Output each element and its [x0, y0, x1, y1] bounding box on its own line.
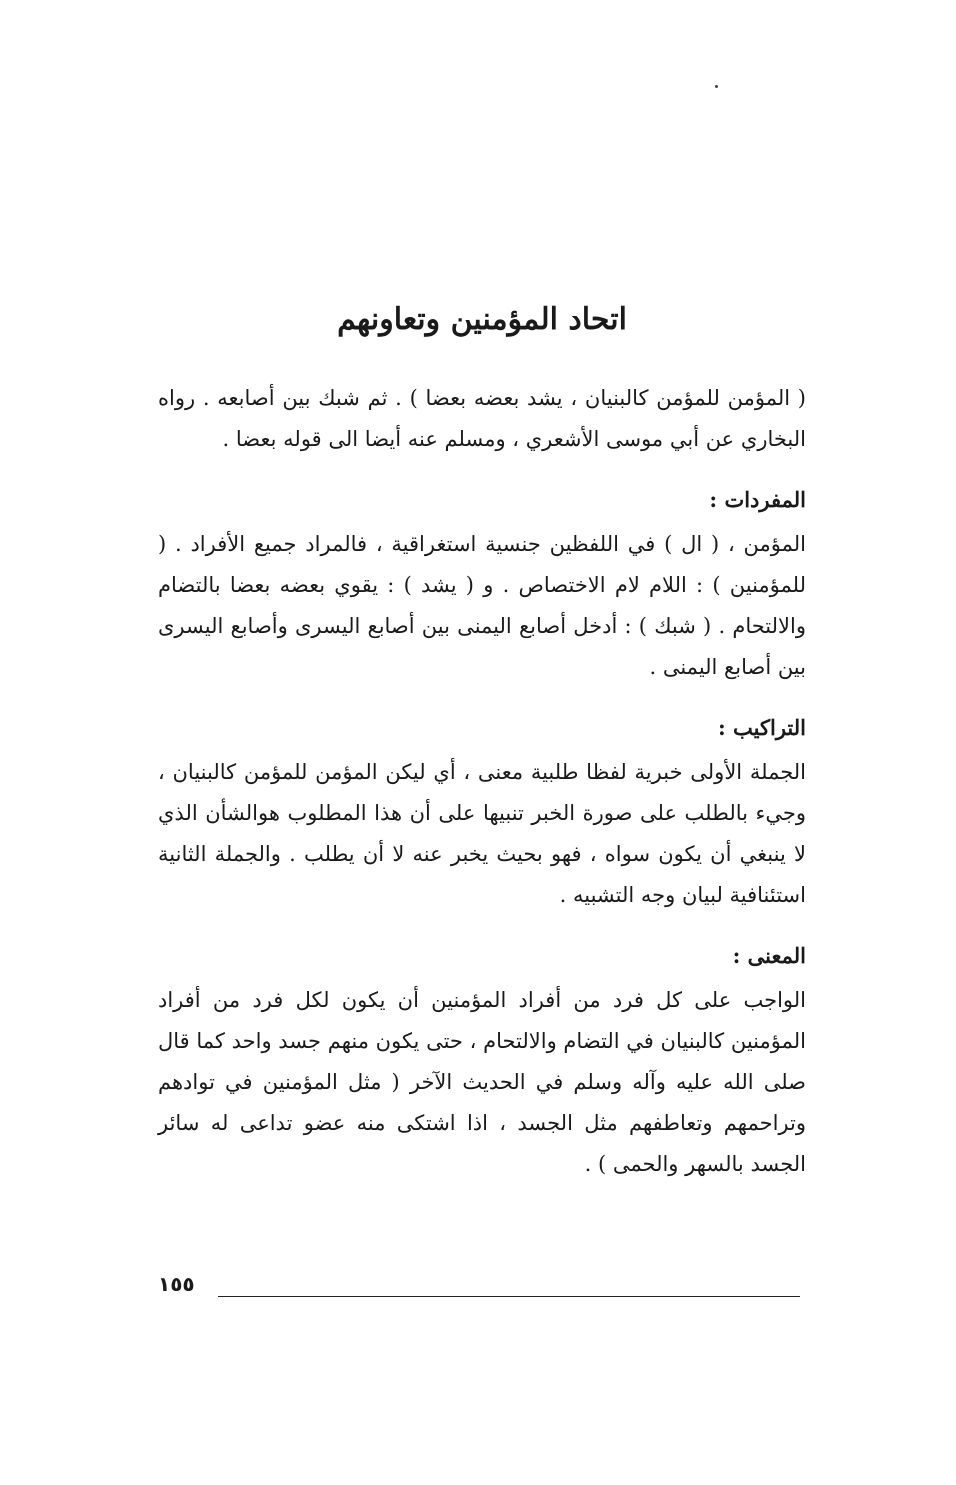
section-text-meaning: الواجب على كل فرد من أفراد المؤمنين أن يكون لكل فرد من أفراد المؤمنين كالبنيان في التضام والالتحام ، حتى يكون منهم جسد واحد كما قال صلى الله عليه وآله وسلم في الحديث الآخر ( مثل المؤمنين في توادهم وتراحمهم وتعاطفهم مثل الجسد ، اذا اشتكى منه عضو تداعى له سائر الجسد بالسهر والحمى ) . [158, 988, 806, 1176]
section-text-structures: الجملة الأولى خبرية لفظا طلبية معنى ، أي ليكن المؤمن للمؤمن كالبنيان ، وجيء بالطلب على صورة الخبر تنبيها على أن هذا المطلوب هوالشأن الذي لا ينبغي أن يكون سواه ، فهو بحيث يخبر عنه لا أن يطلب . والجملة الثانية استئنافية لبيان وجه التشبيه . [158, 760, 806, 907]
scan-speck [715, 85, 718, 88]
section-structures [158, 708, 806, 916]
page-title: اتحاد المؤمنين وتعاونهم [337, 302, 627, 337]
footer-rule [218, 1296, 800, 1297]
section-heading-structures: التراكيب : [717, 715, 806, 740]
page-number: ١٥٥ [158, 1272, 195, 1296]
section-heading-vocabulary: المفردات : [709, 487, 806, 512]
page-footer [158, 1272, 806, 1302]
section-meaning [158, 936, 806, 1185]
section-heading-meaning: المعنى : [732, 943, 806, 968]
section-vocabulary [158, 480, 806, 688]
hadith-text: ( المؤمن للمؤمن كالبنيان ، يشد بعضه بعضا ) . ثم شبك بين أصابعه . رواه البخاري عن أبي موسى الأشعري ، ومسلم عنه أيضا الى قوله بعضا . [158, 386, 806, 451]
section-text-vocabulary: المؤمن ، ( ال ) في اللفظين جنسية استغراقية ، فالمراد جميع الأفراد . ( للمؤمنين ) : اللام لام الاختصاص . و ( يشد ) : يقوي بعضه بعضا بالتضام والالتحام . ( شبك ) : أدخل أصابع اليمنى بين أصابع اليسرى وأصابع اليسرى بين أصابع اليمنى . [158, 532, 806, 679]
page-body [158, 300, 806, 1185]
